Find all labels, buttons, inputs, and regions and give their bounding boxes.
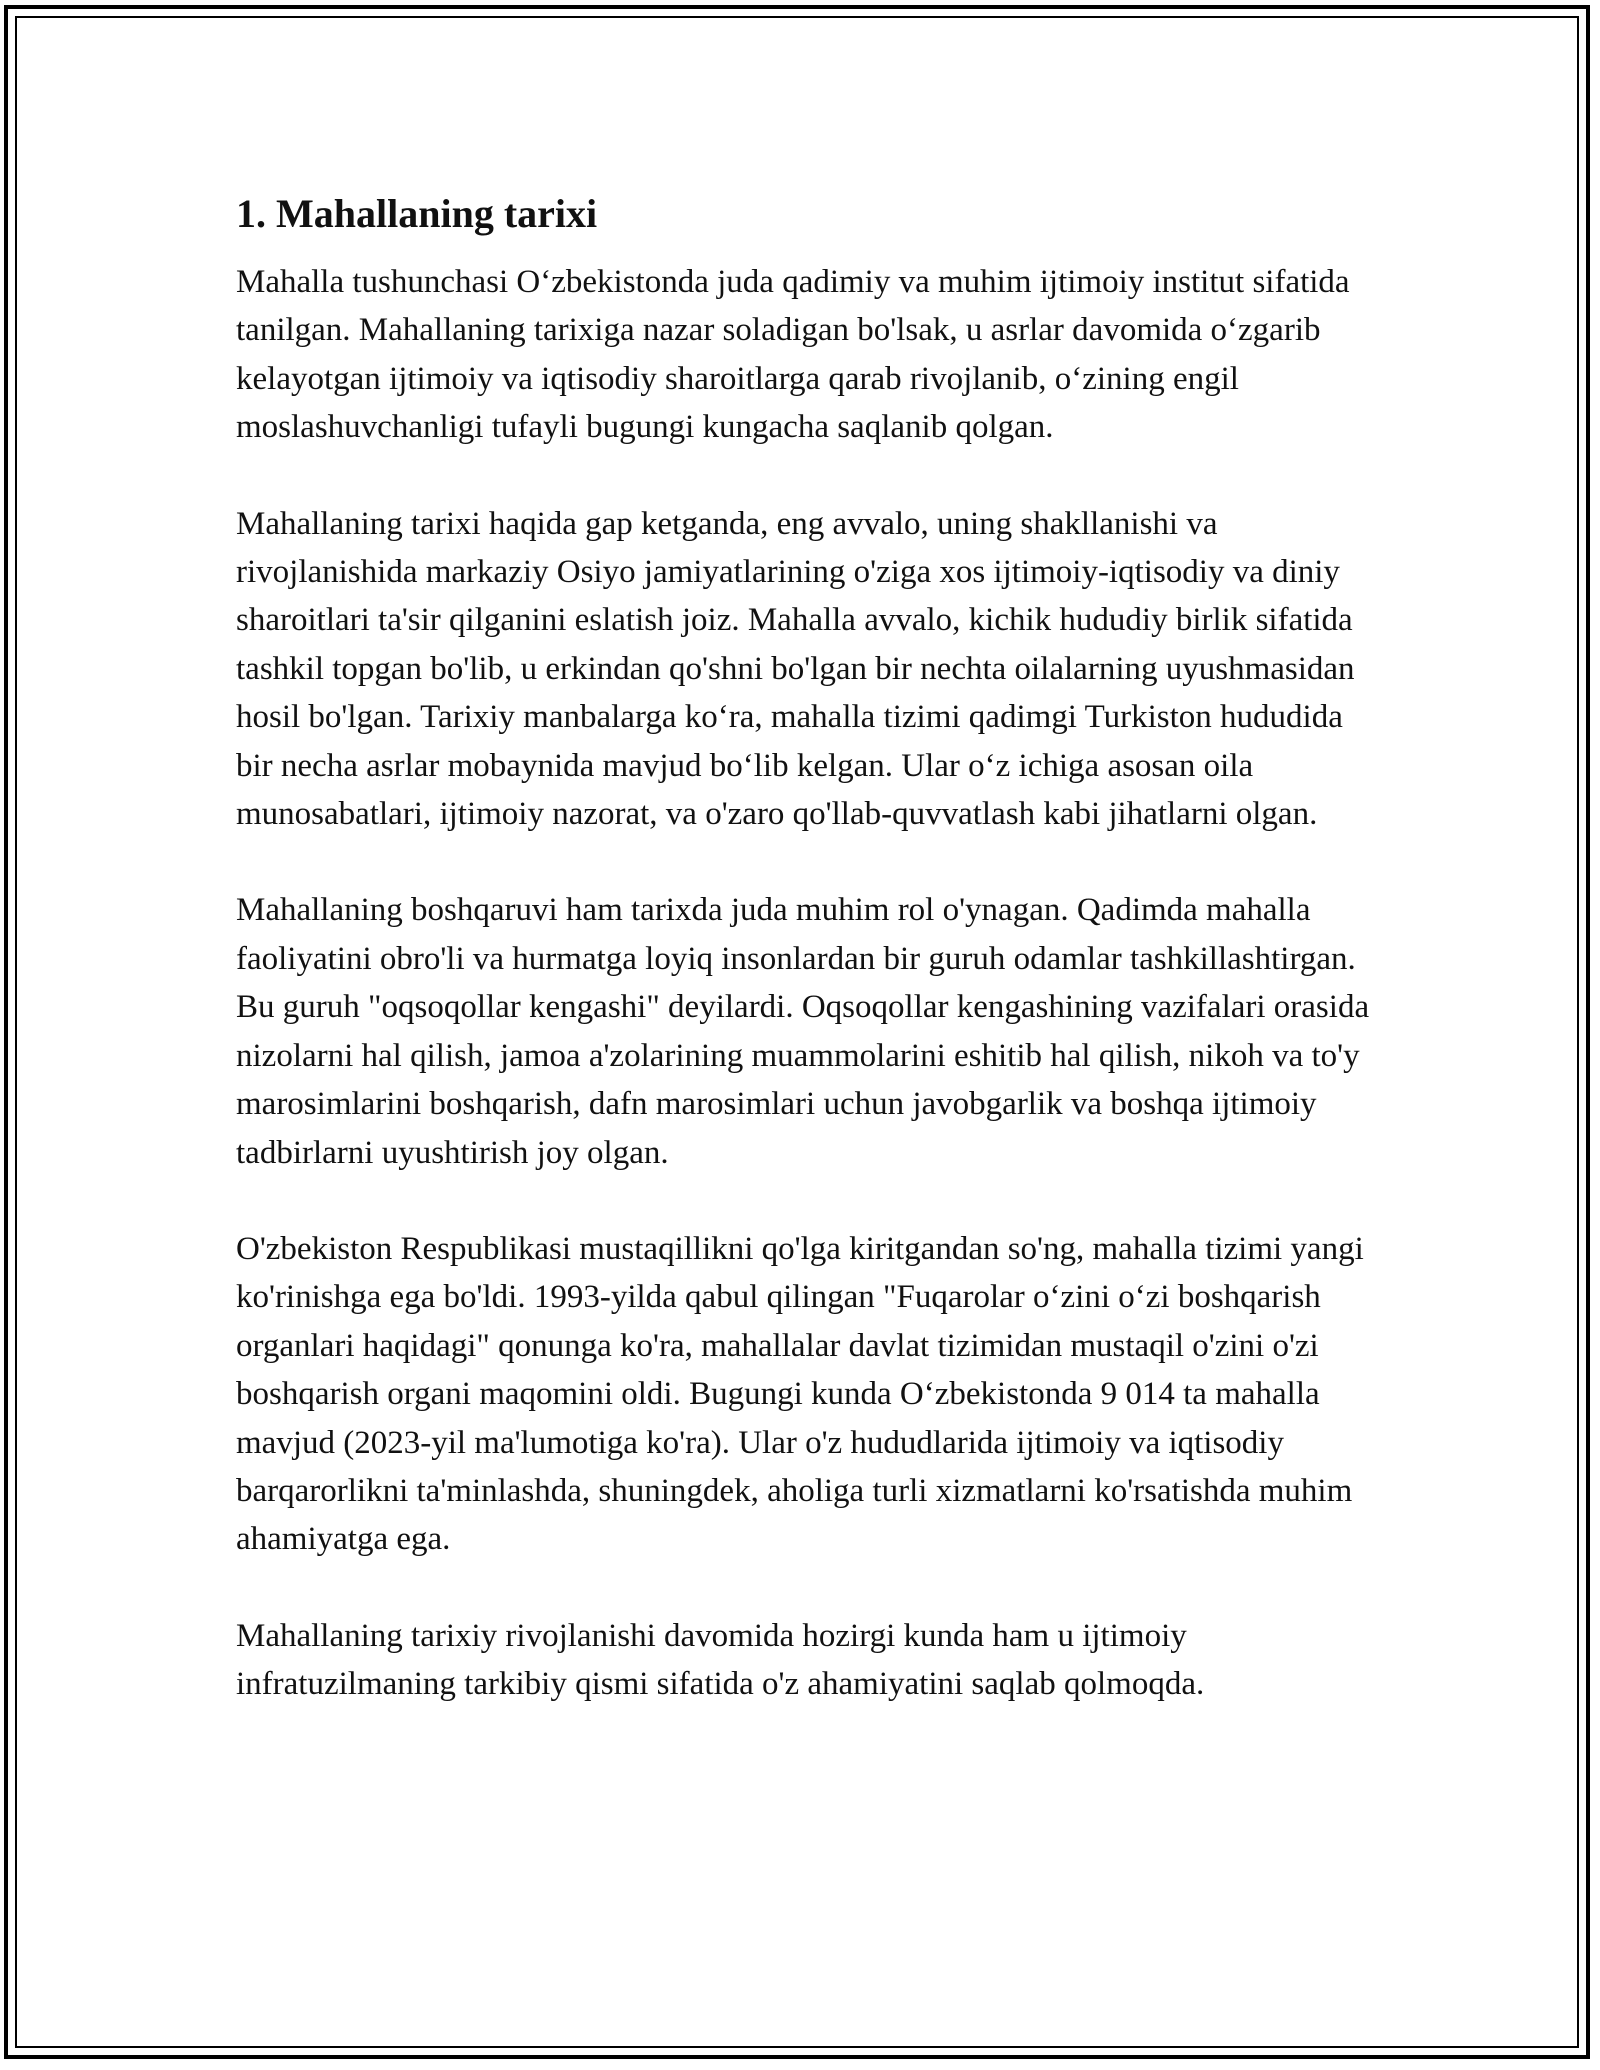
paragraph-3: Mahallaning boshqaruvi ham tarixda juda muhim rol o'ynagan. Qadimda mahalla faoliyatini obro'li va hurmatga loyiq insonlardan bir guruh odamlar tashkillashtirgan. Bu guruh "oqsoqollar kengashi" deyilardi. Oqsoqollar kengashining vazifalari orasida nizolarni hal qilish, jamoa a'zolarining muammolarini eshitib hal qilish, nikoh va to'y marosimlarini boshqarish, dafn marosimlari uchun javobgarlik va boshqa ijtimoiy tadbirlarni uyushtirish joy olgan. — [236, 892, 1370, 1171]
section-heading: 1. Mahallaning tarixi — [236, 191, 598, 236]
paragraph-2: Mahallaning tarixi haqida gap ketganda, eng avvalo, uning shakllanishi va rivojlanishida markaziy Osiyo jamiyatlarining o'ziga xos ijtimoiy-iqtisodiy va diniy sharoitlari ta'sir qilganini eslatish joiz. Mahalla avvalo, kichik hududiy birlik sifatida tashkil topgan bo'lib, u erkindan qo'shni bo'lgan bir nechta oilalarning uyushmasidan hosil bo'lgan. Tarixiy manbalarga ko‘ra, mahalla tizimi qadimgi Turkiston hududida bir necha asrlar mobaynida mavjud bo‘lib kelgan. Ular o‘z ichiga asosan oila munosabatlari, ijtimoiy nazorat, va o'zaro qo'llab-quvvatlash kabi jihatlarni olgan. — [236, 505, 1355, 833]
paragraph-4: O'zbekiston Respublikasi mustaqillikni qo'lga kiritgandan so'ng, mahalla tizimi yangi ko'rinishga ega bo'ldi. 1993-yilda qabul qilingan "Fuqarolar o‘zini o‘zi boshqarish organlari haqidagi" qonunga ko'ra, mahallalar davlat tizimidan mustaqil o'zini o'zi boshqarish organi maqomini oldi. Bugungi kunda O‘zbekistonda 9 014 ta mahalla mavjud (2023-yil ma'lumotiga ko'ra). Ular o'z hududlarida ijtimoiy va iqtisodiy barqarorlikni ta'minlashda, shuningdek, aholiga turli xizmatlarni ko'rsatishda muhim ahamiyatga ega. — [236, 1230, 1364, 1558]
paragraph-1: Mahalla tushunchasi O‘zbekistonda juda qadimiy va muhim ijtimoiy institut sifatida tanilgan. Mahallaning tarixiga nazar soladigan bo'lsak, u asrlar davomida o‘zgarib kelayotgan ijtimoiy va iqtisodiy sharoitlarga qarab rivojlanib, o‘zining engil moslashuvchanligi tufayli bugungi kungacha saqlanib qolgan. — [236, 264, 1350, 446]
document-body — [236, 188, 1376, 1757]
paragraph-5: Mahallaning tarixiy rivojlanishi davomida hozirgi kunda ham u ijtimoiy infratuzilmaning tarkibiy qismi sifatida o'z ahamiyatini saqlab qolmoqda. — [236, 1617, 1205, 1703]
